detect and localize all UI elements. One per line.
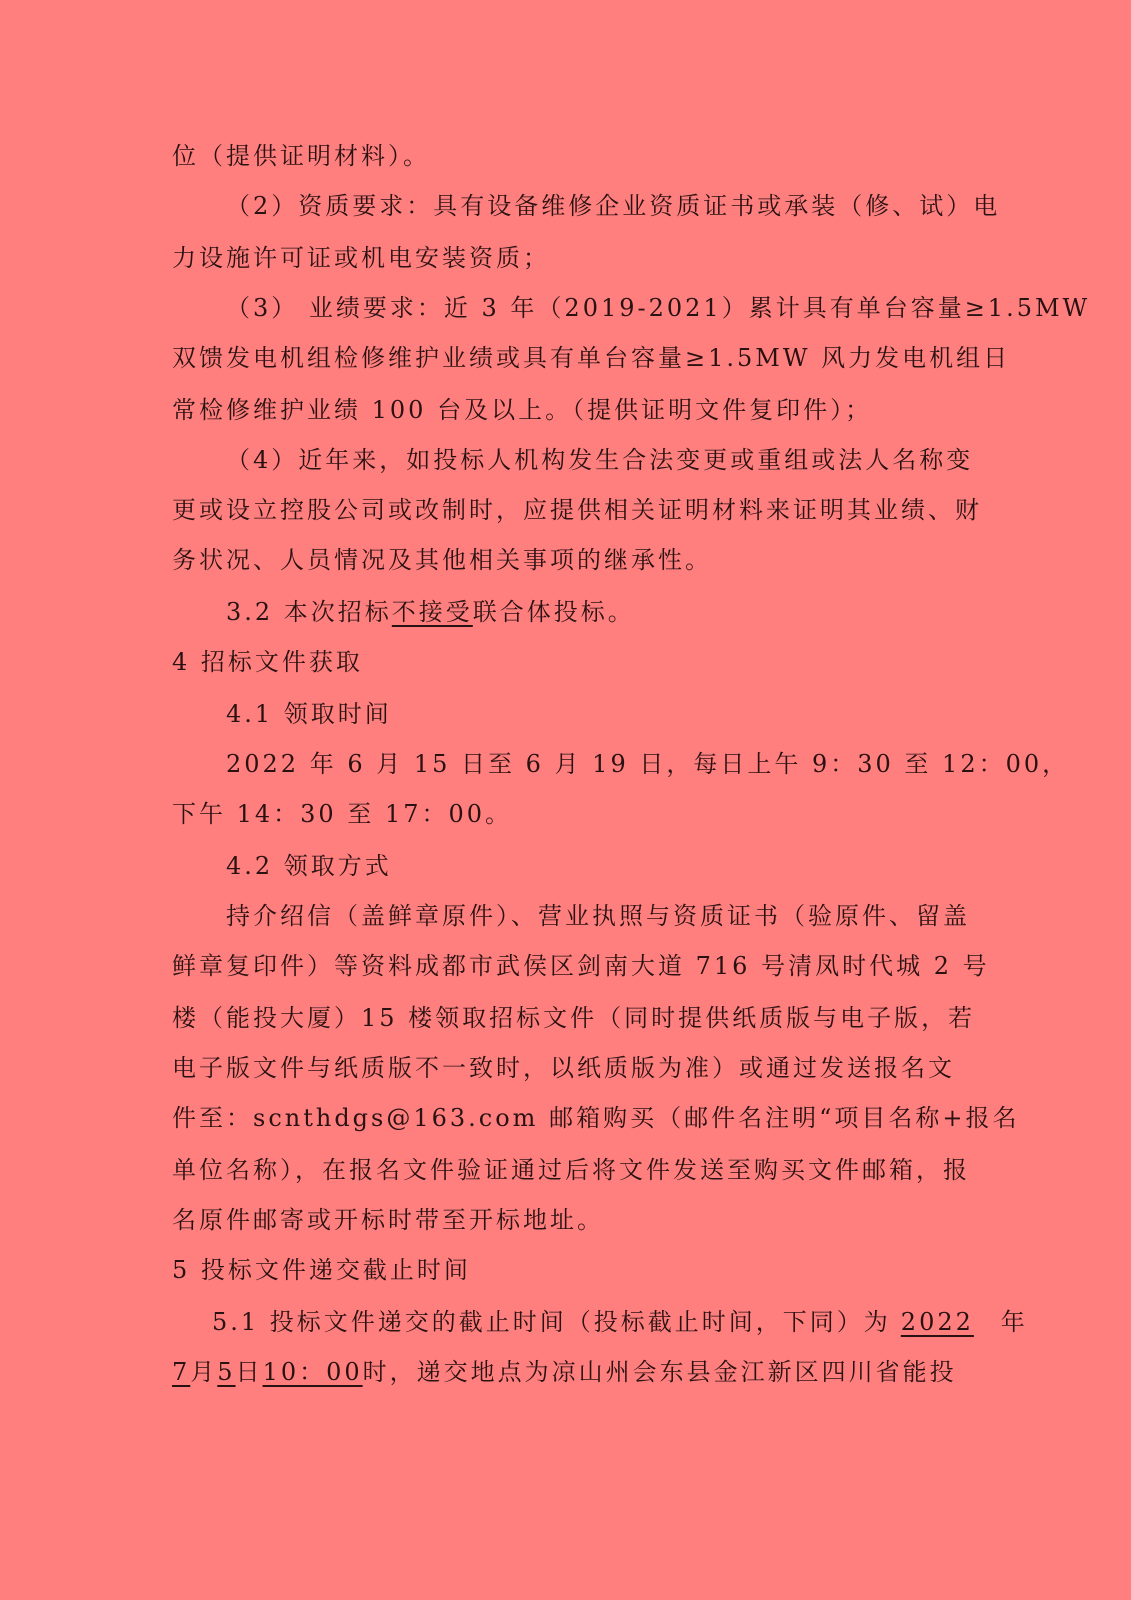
text-segment: 月 xyxy=(190,1358,218,1386)
deadline-line xyxy=(212,1302,1028,1342)
deadline-day: 5 xyxy=(217,1358,236,1386)
deadline-detail-line xyxy=(172,1352,962,1392)
text-line: 更或设立控股公司或改制时，应提供相关证明材料来证明其业绩、财 xyxy=(172,496,982,524)
subsection-heading: 4.1 领取时间 xyxy=(226,700,392,728)
text-line: 务状况、人员情况及其他相关事项的继承性。 xyxy=(172,546,712,574)
email-line: 件至：scnthdgs@163.com 邮箱购买（邮件名注明“项目名称+报名 xyxy=(172,1104,1020,1132)
text-segment: 日 xyxy=(235,1358,263,1386)
underlined-text: 不接受 xyxy=(391,598,473,626)
text-line: 楼（能投大厦）15 楼领取招标文件（同时提供纸质版与电子版，若 xyxy=(172,1004,976,1032)
deadline-year: 2022 xyxy=(900,1308,974,1336)
text-segment: 年 xyxy=(1000,1308,1028,1336)
collection-time: 2022 年 6 月 15 日至 6 月 19 日，每日上午 9：30 至 12：00， xyxy=(226,750,1070,778)
deadline-month: 7 xyxy=(172,1358,191,1386)
text-line: 位（提供证明材料）。 xyxy=(172,142,430,170)
text-line: 双馈发电机组检修维护业绩或具有单台容量≥1.5MW 风力发电机组日 xyxy=(172,344,1011,372)
text-segment: 时，递交地点为凉山州会东县金江新区四川省能投 xyxy=(362,1358,957,1386)
text-line: 电子版文件与纸质版不一致时，以纸质版为准）或通过发送报名文 xyxy=(172,1054,955,1082)
text-line: 单位名称），在报名文件验证通过后将文件发送至购买文件邮箱，报 xyxy=(172,1156,970,1184)
performance-requirement: （3） 业绩要求：近 3 年（2019-2021）累计具有单台容量≥1.5MW xyxy=(226,294,1091,322)
qualification-requirement: （2）资质要求：具有设备维修企业资质证书或承装（修、试）电 xyxy=(226,192,1001,220)
text-segment: 3.2 本次招标 xyxy=(226,598,392,626)
collection-method: 持介绍信（盖鲜章原件）、营业执照与资质证书（验原件、留盖 xyxy=(226,902,970,930)
section-heading: 4 招标文件获取 xyxy=(172,648,363,676)
text-line: 下午 14：30 至 17：00。 xyxy=(172,800,513,828)
text-line: 常检修维护业绩 100 台及以上。（提供证明文件复印件）； xyxy=(172,396,873,424)
text-line: 名原件邮寄或开标时带至开标地址。 xyxy=(172,1206,604,1234)
text-line: 力设施许可证或机电安装资质； xyxy=(172,244,550,272)
deadline-time: 10：00 xyxy=(262,1358,363,1386)
consortium-clause xyxy=(226,592,962,632)
text-line: 鲜章复印件）等资料成都市武侯区剑南大道 716 号清凤时代城 2 号 xyxy=(172,952,990,980)
text-segment: 5.1 投标文件递交的截止时间（投标截止时间，下同）为 xyxy=(212,1308,891,1336)
section-heading: 5 投标文件递交截止时间 xyxy=(172,1256,471,1284)
text-segment: 联合体投标。 xyxy=(472,598,635,626)
reorganization-clause: （4）近年来，如投标人机构发生合法变更或重组或法人名称变 xyxy=(226,446,974,474)
subsection-heading: 4.2 领取方式 xyxy=(226,852,392,880)
